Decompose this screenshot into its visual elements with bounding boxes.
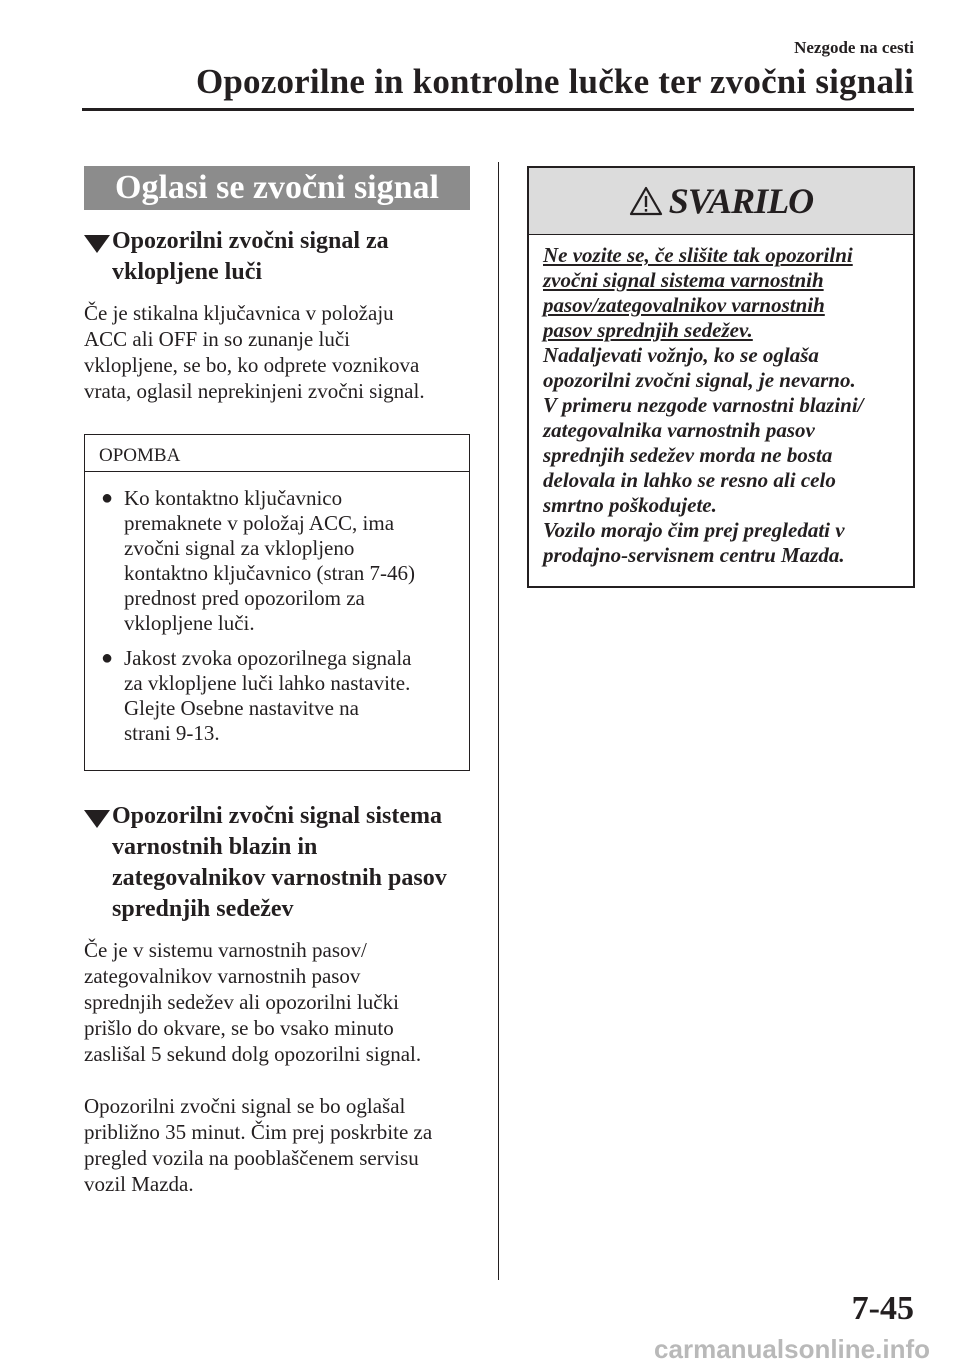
heading-line: Opozorilni zvočni signal sistema	[112, 803, 442, 829]
triangle-down-icon	[84, 810, 110, 828]
page-number: 7-45	[851, 1290, 914, 1327]
warning-line: Vozilo morajo čim prej pregledati v	[543, 518, 845, 542]
chapter-label: Nezgode na cesti	[794, 38, 914, 57]
text-line: Jakost zvoka opozorilnega signala	[124, 646, 412, 670]
text-line: kontaktno ključavnico (stran 7-46)	[124, 561, 416, 585]
heading-line: varnostnih blazin in	[112, 834, 318, 860]
text-line: vrata, oglasil neprekinjeni zvočni signal.	[84, 379, 425, 403]
text-line: ACC ali OFF in so zunanje luči	[84, 327, 350, 351]
bullet-icon: ●	[101, 487, 114, 509]
watermark: carmanualsonline.info	[654, 1334, 930, 1364]
text-line: vklopljene, se bo, ko odprete voznikova	[84, 353, 420, 377]
text-line: vklopljene luči.	[124, 611, 255, 635]
note-item	[101, 486, 455, 636]
subheading-airbag-beeper	[84, 801, 470, 925]
text-line: Glejte Osebne nastavitve na	[124, 696, 359, 720]
text-line: Ko kontaktno ključavnico	[124, 486, 343, 510]
note-item	[101, 646, 455, 746]
warning-line: delovala in lahko se resno ali celo	[543, 468, 836, 492]
text-line: približno 35 minut. Čim prej poskrbite za	[84, 1120, 433, 1144]
triangle-down-icon	[84, 235, 110, 253]
warning-body	[529, 235, 913, 586]
note-list	[85, 472, 469, 770]
warning-emphasis-line: pasov/zategovalnikov varnostnih	[543, 293, 825, 317]
text-line: sprednjih sedežev ali opozorilni lučki	[84, 990, 399, 1014]
warning-emphasis-line: pasov sprednjih sedežev.	[543, 318, 753, 342]
left-column	[84, 166, 470, 1197]
page-header-title: Opozorilne in kontrolne lučke ter zvočni signali	[195, 62, 914, 101]
column-divider	[498, 162, 499, 1280]
warning-line: zategovalnika varnostnih pasov	[543, 418, 815, 442]
text-line: vozil Mazda.	[84, 1172, 194, 1196]
warning-title: SVARILO	[668, 181, 814, 221]
warning-line: sprednjih sedežev morda ne bosta	[543, 443, 833, 467]
bullet-icon: ●	[101, 647, 114, 669]
warning-header	[529, 168, 913, 235]
heading-line: Opozorilni zvočni signal za	[112, 228, 389, 254]
heading-line: zategovalnikov varnostnih pasov	[112, 865, 447, 891]
text-line: Če je v sistemu varnostnih pasov/	[84, 938, 367, 962]
text-line: pregled vozila na pooblaščenem servisu	[84, 1146, 419, 1170]
paragraph-lights-on	[84, 300, 470, 404]
header-rule	[82, 108, 914, 111]
heading-line: sprednjih sedežev	[112, 896, 294, 922]
heading-line: vklopljene luči	[112, 259, 263, 285]
text-line: Če je stikalna ključavnica v položaju	[84, 301, 394, 325]
text-line: premaknete v položaj ACC, ima	[124, 511, 395, 535]
warning-line: V primeru nezgode varnostni blazini/	[543, 393, 864, 417]
text-line: strani 9-13.	[124, 721, 220, 745]
note-title: OPOMBA	[85, 435, 469, 472]
text-line: za vklopljene luči lahko nastavite.	[124, 671, 411, 695]
text-line: prišlo do okvare, se bo vsako minuto	[84, 1016, 394, 1040]
warning-line: smrtno poškodujete.	[543, 493, 717, 517]
text-line: zvočni signal za vklopljeno	[124, 536, 355, 560]
paragraph-airbag-malfunction	[84, 937, 470, 1067]
warning-emphasis-line: Ne vozite se, če slišite tak opozorilni	[543, 243, 853, 267]
text-line: Opozorilni zvočni signal se bo oglašal	[84, 1094, 406, 1118]
text-line: zategovalnikov varnostnih pasov	[84, 964, 361, 988]
right-column	[527, 166, 915, 588]
paragraph-airbag-duration	[84, 1093, 470, 1197]
text-line: zaslišal 5 sekund dolg opozorilni signal.	[84, 1042, 422, 1066]
warning-triangle-icon	[629, 186, 663, 216]
warning-line: Nadaljevati vožnjo, ko se oglaša	[543, 343, 819, 367]
warning-emphasis-line: zvočni signal sistema varnostnih	[543, 268, 824, 292]
warning-box	[527, 166, 915, 588]
text-line: prednost pred opozorilom za	[124, 586, 365, 610]
section-title: Oglasi se zvočni signal	[84, 166, 470, 210]
subheading-lights-on	[84, 226, 470, 288]
note-box	[84, 434, 470, 771]
warning-line: opozorilni zvočni signal, je nevarno.	[543, 368, 856, 392]
warning-line: prodajno-servisnem centru Mazda.	[543, 543, 845, 567]
